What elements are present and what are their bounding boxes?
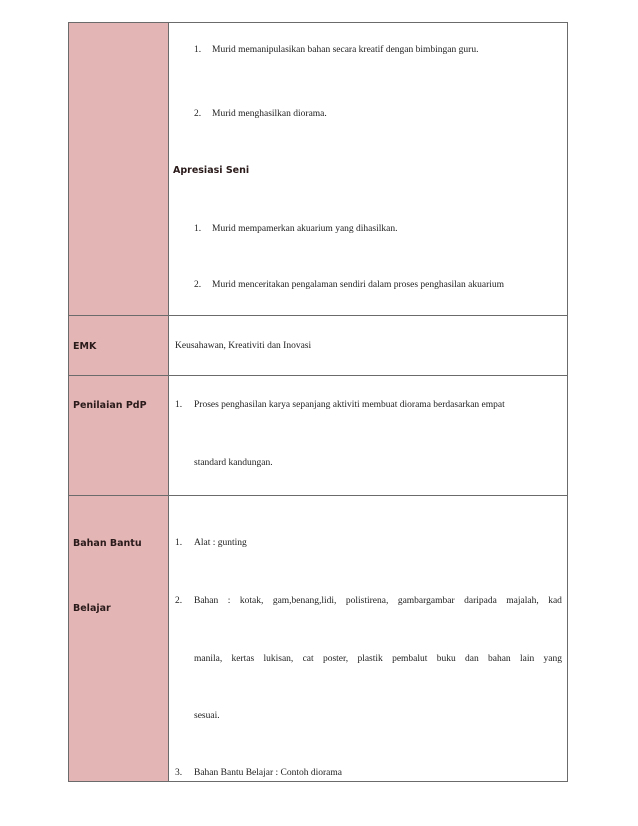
- word: bahan: [488, 654, 511, 664]
- list-number: 1.: [194, 224, 202, 234]
- list-item-text: Alat : gunting: [194, 538, 247, 548]
- list-number: 1.: [175, 400, 183, 410]
- word: poster,: [322, 654, 349, 664]
- row-label: Bahan Bantu: [73, 538, 142, 549]
- list-number: 3.: [175, 768, 183, 778]
- list-item-text: Murid mempamerkan akuarium yang dihasilkan.: [212, 224, 398, 234]
- word: gambargambar: [397, 596, 455, 606]
- list-item-text: Bahan Bantu Belajar : Contoh diorama: [194, 768, 343, 778]
- section-heading: Apresiasi Seni: [173, 165, 250, 176]
- row-label-cell: [69, 316, 169, 375]
- list-item-text: standard kandungan.: [194, 458, 273, 468]
- word: dan: [465, 654, 479, 664]
- justified-line: [194, 654, 562, 664]
- word: daripada: [464, 596, 497, 606]
- word: manila,: [194, 654, 223, 664]
- row-label: Penilaian PdP: [73, 400, 147, 411]
- row-content-cell: [169, 496, 567, 781]
- row-label-cell: [69, 23, 169, 315]
- row-content-cell: [169, 376, 567, 495]
- list-item-text: Murid menghasilkan diorama.: [212, 109, 327, 119]
- row-label: Belajar: [73, 603, 111, 614]
- word: yang: [543, 654, 562, 664]
- list-item-text: sesuai.: [194, 711, 220, 721]
- word: plastik: [357, 654, 383, 664]
- word: lukisan,: [263, 654, 294, 664]
- row-label-cell: [69, 376, 169, 495]
- row-content-cell: [169, 316, 567, 375]
- word: kertas: [231, 654, 255, 664]
- row-label-cell: [69, 496, 169, 781]
- table-row: [69, 23, 567, 316]
- list-item-text: Murid menceritakan pengalaman sendiri dalam proses penghasilan akuarium: [212, 280, 505, 290]
- word: gam,benang,lidi,: [272, 596, 337, 606]
- table-row: [69, 316, 567, 376]
- list-number: 2.: [175, 596, 183, 606]
- list-item-text: Proses penghasilan karya sepanjang aktiviti membuat diorama berdasarkan empat: [194, 400, 505, 410]
- word: :: [227, 596, 231, 606]
- word: polistirena,: [345, 596, 389, 606]
- word: kad: [548, 596, 562, 606]
- word: cat: [302, 654, 314, 664]
- list-number: 1.: [194, 45, 202, 55]
- justified-line: [194, 596, 562, 606]
- list-item-text: Murid memanipulasikan bahan secara kreatif dengan bimbingan guru.: [212, 45, 479, 55]
- word: Bahan: [194, 596, 219, 606]
- word: pembalut: [392, 654, 428, 664]
- table-row: [69, 376, 567, 496]
- list-number: 1.: [175, 538, 183, 548]
- list-number: 2.: [194, 109, 202, 119]
- word: kotak,: [239, 596, 264, 606]
- row-content-cell: [169, 23, 567, 315]
- table-row: [69, 496, 567, 781]
- word: buku: [436, 654, 456, 664]
- list-number: 2.: [194, 280, 202, 290]
- row-label: EMK: [73, 341, 97, 352]
- word: lain: [519, 654, 535, 664]
- row-value: Keusahawan, Kreativiti dan Inovasi: [175, 341, 312, 351]
- word: majalah,: [506, 596, 539, 606]
- lesson-plan-table: [68, 22, 568, 782]
